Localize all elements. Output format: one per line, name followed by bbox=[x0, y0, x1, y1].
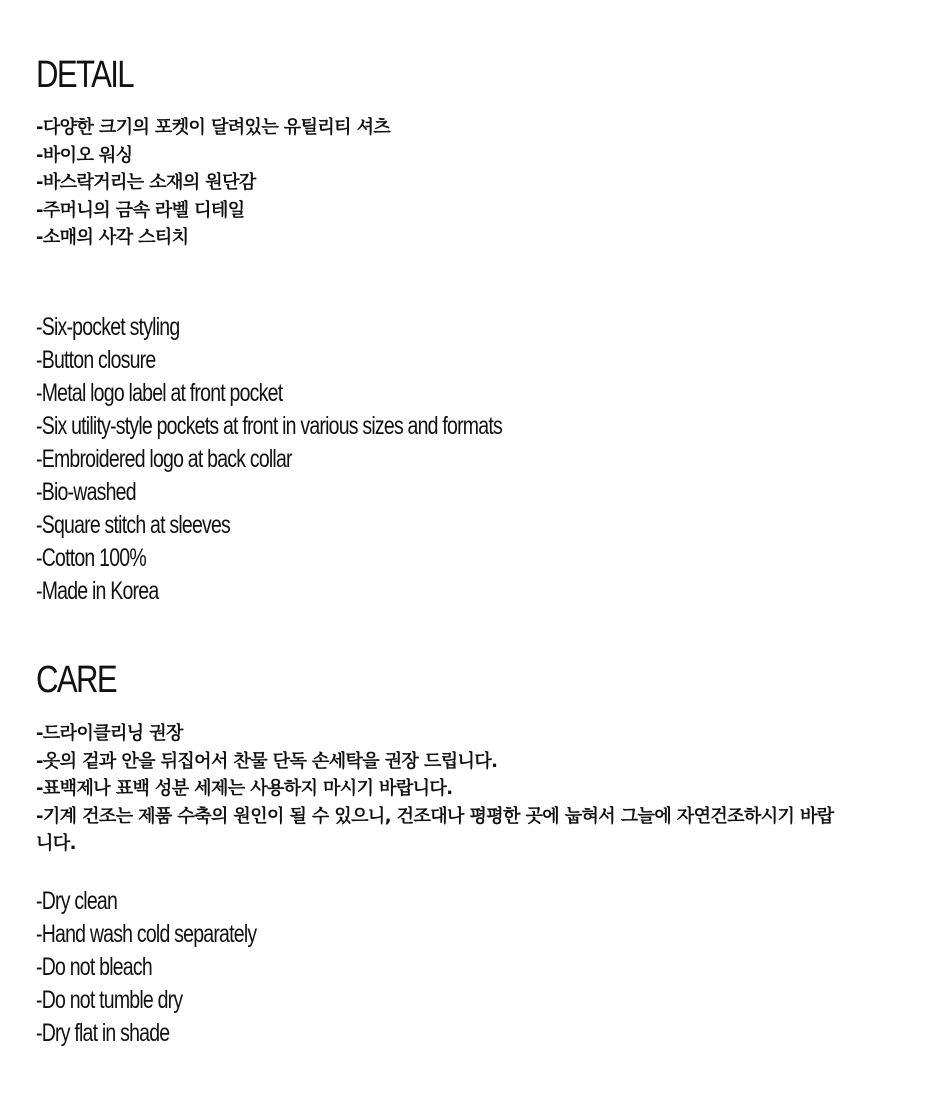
list-item: -Six utility-style pockets at front in various sizes and formats bbox=[36, 412, 502, 440]
list-item: -Do not tumble dry bbox=[36, 986, 183, 1014]
list-item: -기계 건조는 제품 수축의 원인이 될 수 있으니, 건조대나 평평한 곳에 눕혀서 그늘에 자연건조하시기 바랍니다. bbox=[36, 805, 834, 854]
list-item: -Do not bleach bbox=[36, 953, 152, 981]
list-item: -Made in Korea bbox=[36, 577, 159, 605]
care-heading: CARE bbox=[36, 659, 117, 701]
list-item: -바스락거리는 소재의 원단감 bbox=[36, 172, 256, 193]
list-item: -Dry clean bbox=[36, 887, 118, 915]
list-item: -Metal logo label at front pocket bbox=[36, 379, 283, 407]
list-item: -드라이클리닝 권장 bbox=[36, 723, 183, 744]
detail-korean-list bbox=[36, 114, 390, 252]
list-item: -Bio-washed bbox=[36, 478, 136, 506]
list-item: -Cotton 100% bbox=[36, 544, 146, 572]
list-item: -바이오 워싱 bbox=[36, 144, 133, 166]
list-item: -Six-pocket styling bbox=[36, 313, 180, 341]
list-item: -Hand wash cold separately bbox=[36, 920, 257, 948]
list-item: -Button closure bbox=[36, 346, 156, 374]
list-item: -Square stitch at sleeves bbox=[36, 511, 231, 539]
list-item: -Dry flat in shade bbox=[36, 1019, 170, 1047]
list-item: -소매의 사각 스티치 bbox=[36, 227, 189, 248]
care-english-list bbox=[36, 885, 319, 1050]
list-item: -옷의 겉과 안을 뒤집어서 찬물 단독 손세탁을 권장 드립니다. bbox=[36, 750, 498, 772]
detail-heading: DETAIL bbox=[36, 54, 133, 96]
list-item: -다양한 크기의 포켓이 달려있는 유틸리티 셔츠 bbox=[36, 117, 391, 138]
detail-english-list bbox=[36, 311, 633, 608]
list-item: -Embroidered logo at back collar bbox=[36, 445, 292, 473]
care-korean-list bbox=[36, 720, 836, 858]
list-item: -주머니의 금속 라벨 디테일 bbox=[36, 199, 245, 221]
list-item: -표백제나 표백 성분 세제는 사용하지 마시기 바랍니다. bbox=[36, 778, 453, 799]
